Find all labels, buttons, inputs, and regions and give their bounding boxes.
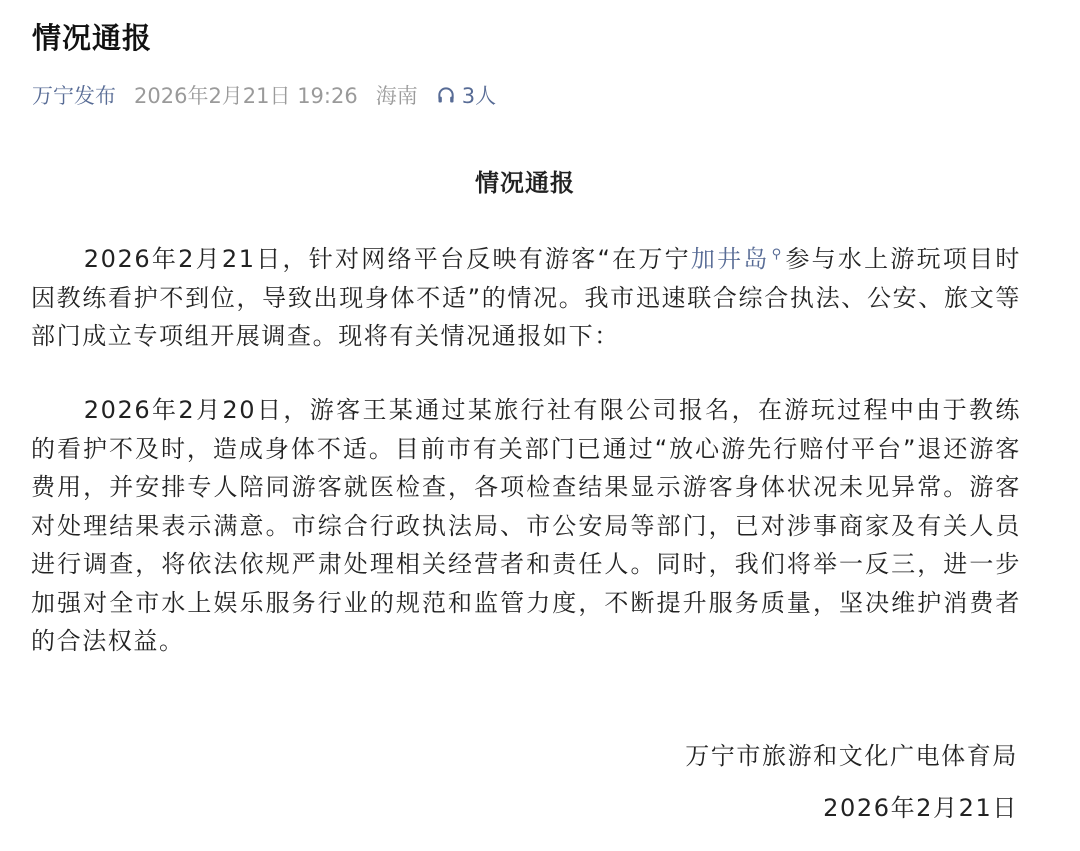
search-icon[interactable]: ⚲ [771,247,783,262]
signature-org: 万宁市旅游和文化广电体育局 [685,742,1018,770]
signature-date: 2026年2月21日 [823,794,1018,822]
notice-paragraph-1 [31,236,1021,356]
notice-heading: 情况通报 [475,169,575,197]
p1-text-after: 参与水上游玩项目时因教练看护不到位，导致出现身体不适”的情况。我市迅速联合综合执法、公安、旅文等部门成立专项组开展调查。现将有关情况通报如下： [31,245,1022,350]
article-meta [32,80,496,110]
listener-count: 3人 [461,84,497,108]
listen-button[interactable] [436,80,496,110]
article-title: 情况通报 [32,21,153,55]
signature-block [685,730,1018,834]
notice-paragraph-2: 2026年2月20日，游客王某通过某旅行社有限公司报名，在游玩过程中由于教练的看护不及时，造成身体不适。目前市有关部门已通过“放心游先行赔付平台”退还游客费用，并安排专人陪同游客就医检查，各项检查结果显示游客身体状况未见异常。游客对处理结果表示满意。市综合行政执法局、市公安局等部门，已对涉事商家及有关人员进行调查，将依法依规严肃处理相关经营者和责任人。同时，我们将举一反三，进一步加强对全市水上娱乐服务行业的规范和监管力度，不断提升服务质量，坚决维护消费者的合法权益。 [31,396,1021,655]
author-link[interactable]: 万宁发布 [32,84,116,108]
region-label: 海南 [375,84,418,108]
publish-datetime: 2026年2月21日 19:26 [134,84,358,108]
headphones-icon [436,85,456,105]
location-link[interactable]: 加井岛 [690,245,770,273]
p1-text-before: 2026年2月21日，针对网络平台反映有游客“在万宁 [83,245,691,273]
